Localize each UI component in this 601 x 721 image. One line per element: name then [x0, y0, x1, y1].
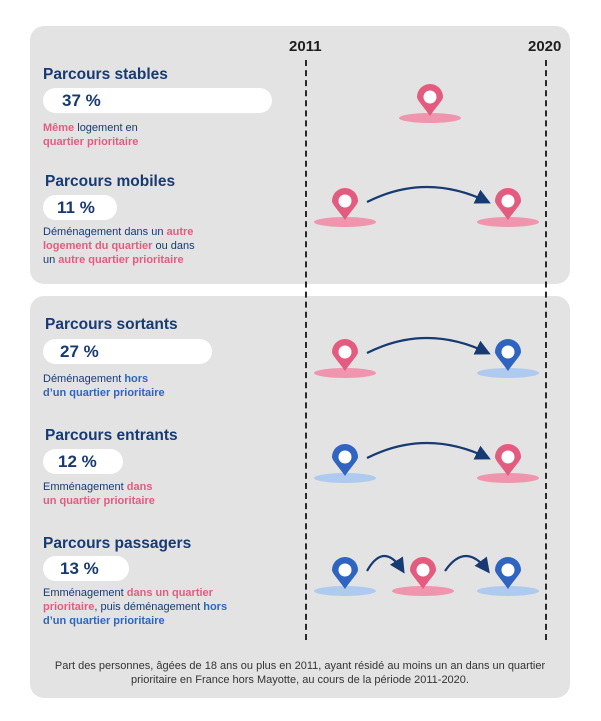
description-segment: Déménagement	[43, 373, 125, 385]
pin-hole	[417, 564, 430, 577]
location-pin-blue	[314, 444, 376, 483]
pin-hole	[502, 564, 515, 577]
trajectory-arrow	[367, 556, 403, 571]
description-segment: , puis déménagement	[94, 601, 204, 613]
description-segment: ou dans	[152, 240, 195, 252]
description-segment: hors	[124, 373, 149, 385]
pin-hole	[502, 195, 515, 208]
description-segment: Même	[43, 122, 75, 134]
category-title-mobiles: Parcours mobiles	[45, 173, 176, 190]
description-segment: d’un quartier prioritaire	[43, 615, 165, 627]
pin-hole	[502, 451, 515, 464]
location-pin-blue	[477, 339, 539, 378]
location-pin-pink	[477, 188, 539, 227]
footnote: Part des personnes, âgées de 18 ans ou plus en 2011, ayant résidé au moins un an dans un quartier prioritaire en France hors Mayotte, au cours de la période 2011-2020.	[54, 660, 546, 686]
category-title-passagers: Parcours passagers	[43, 535, 192, 552]
location-pin-pink	[399, 84, 461, 123]
location-pin-pink	[392, 557, 454, 596]
year-end-label: 2020	[528, 38, 562, 55]
description-segment: hors	[203, 601, 228, 613]
description-segment: d’un quartier prioritaire	[43, 387, 165, 399]
pin-hole	[339, 195, 352, 208]
pin-hole	[502, 346, 515, 359]
category-title-entrants: Parcours entrants	[45, 427, 178, 444]
category-title-sortants: Parcours sortants	[45, 316, 178, 333]
description-segment: autre	[166, 226, 194, 238]
trajectory-arrow	[367, 338, 488, 353]
trajectory-arrow	[445, 556, 488, 571]
description-segment: logement en	[74, 122, 138, 134]
location-pin-pink	[314, 339, 376, 378]
description-segment: un	[43, 254, 59, 266]
location-pin-blue	[314, 557, 376, 596]
description-segment: logement du quartier	[43, 240, 153, 252]
location-pin-pink	[477, 444, 539, 483]
trajectory-arrow	[367, 187, 488, 202]
description-segment: prioritaire	[43, 601, 95, 613]
description-segment: dans	[126, 481, 153, 493]
description-segment: Déménagement dans un	[43, 226, 167, 238]
share-value-mobiles: 11 %	[57, 198, 95, 217]
description-segment: un quartier prioritaire	[43, 495, 155, 507]
pin-hole	[339, 346, 352, 359]
year-start-label: 2011	[289, 38, 322, 55]
description-segment: Emménagement	[43, 481, 127, 493]
description-segment: dans un quartier	[126, 587, 213, 599]
description-segment: quartier prioritaire	[43, 136, 139, 148]
share-value-sortants: 27 %	[60, 342, 99, 361]
share-value-entrants: 12 %	[58, 452, 97, 471]
pin-hole	[424, 91, 437, 104]
share-value-passagers: 13 %	[60, 559, 99, 578]
location-pin-pink	[314, 188, 376, 227]
share-value-stables: 37 %	[62, 91, 101, 110]
category-title-stables: Parcours stables	[43, 66, 168, 83]
pin-hole	[339, 564, 352, 577]
description-segment: autre quartier prioritaire	[58, 254, 184, 266]
description-segment: Emménagement	[43, 587, 127, 599]
location-pin-blue	[477, 557, 539, 596]
pin-hole	[339, 451, 352, 464]
trajectory-arrow	[367, 443, 488, 458]
